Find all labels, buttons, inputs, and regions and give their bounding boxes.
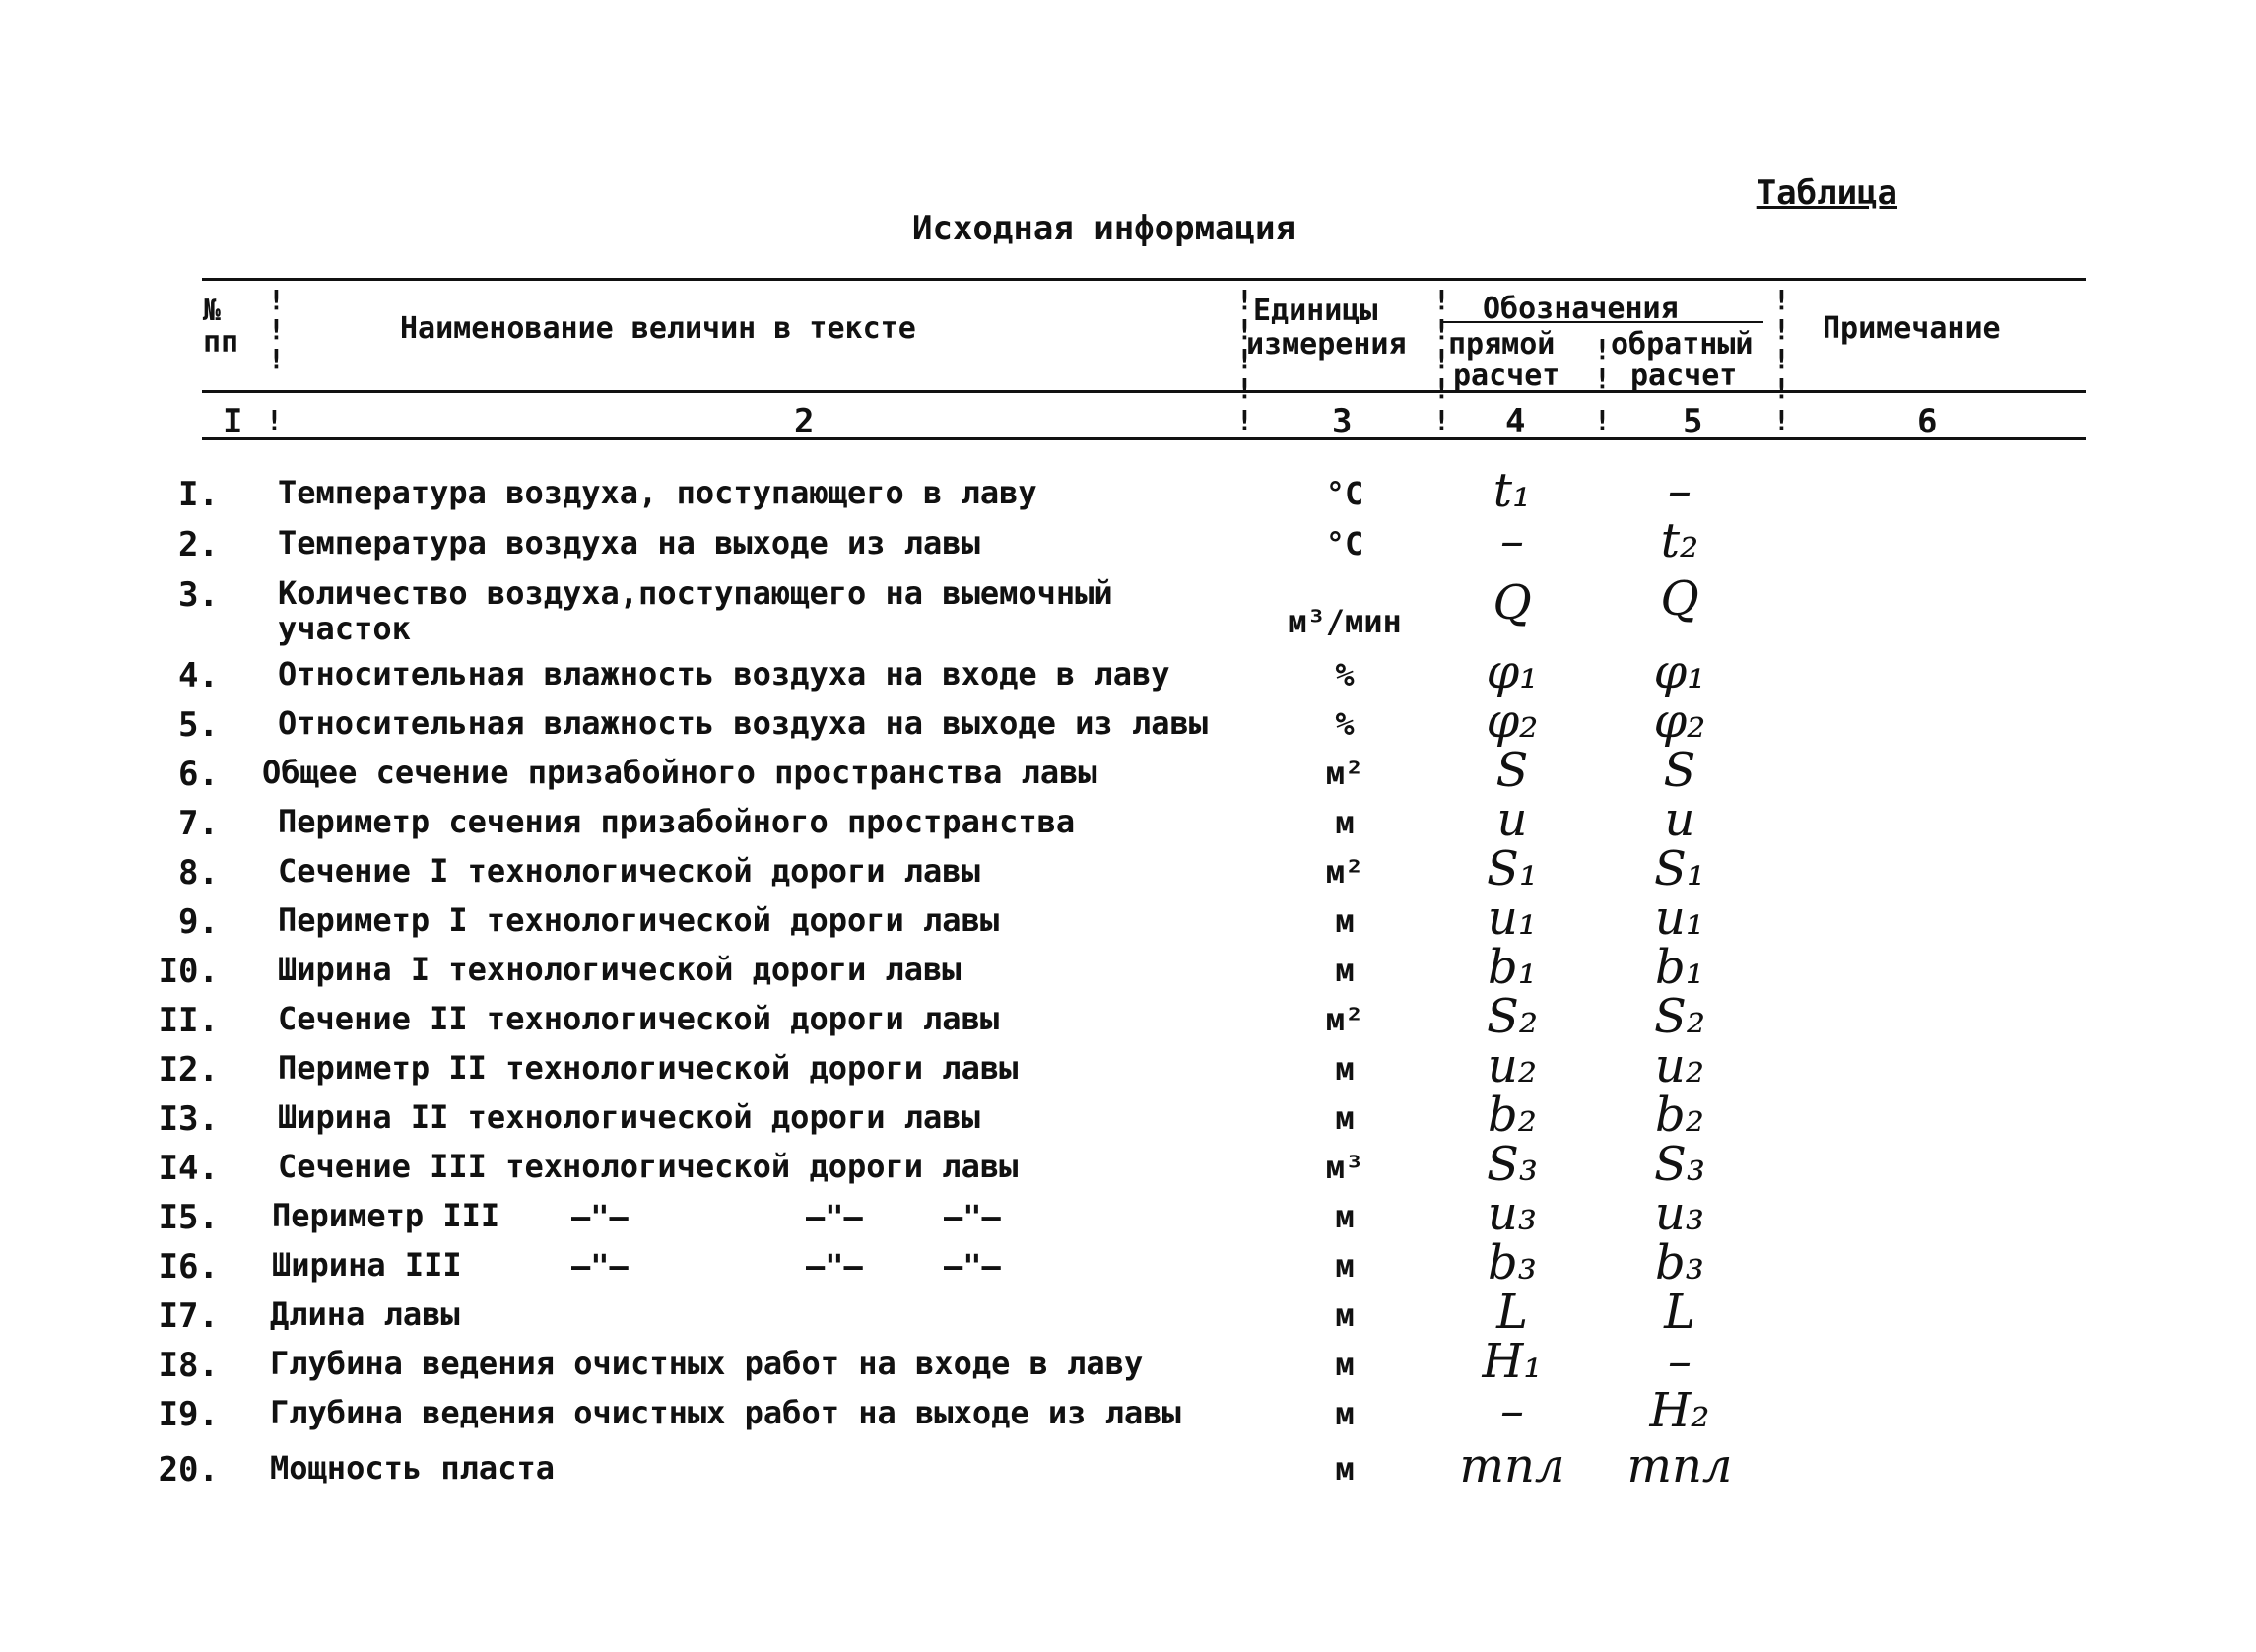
row-unit: м² <box>1325 755 1364 792</box>
row-reverse-symbol: Q <box>1660 571 1699 627</box>
col-number-5: 5 <box>1683 402 1703 441</box>
row-unit: м <box>1335 1099 1355 1137</box>
row-reverse-symbol: L <box>1664 1285 1695 1340</box>
row-number: 9. <box>178 902 219 942</box>
row-unit: % <box>1335 705 1355 743</box>
row-reverse-symbol: u₁ <box>1654 891 1705 946</box>
row-unit: м <box>1335 1450 1355 1487</box>
row-name-continued: участок <box>278 610 411 647</box>
row-reverse-symbol: t₂ <box>1660 513 1699 568</box>
row-number: I0. <box>158 952 219 991</box>
row-unit: м³ <box>1325 1149 1364 1186</box>
row-reverse-symbol: S <box>1663 743 1696 798</box>
ditto-mark: –"– <box>806 1247 863 1285</box>
table-row <box>0 694 2256 751</box>
header-separator: ! ! ! ! <box>1236 284 1253 405</box>
row-reverse-symbol: u₂ <box>1654 1038 1705 1093</box>
row-number: 6. <box>178 755 219 794</box>
table-row <box>0 1383 2256 1440</box>
table-row <box>0 571 2256 654</box>
row-name: Относительная влажность воздуха на выходе из лавы <box>278 704 1209 742</box>
row-number: 3. <box>178 575 219 615</box>
row-name: Ширина II технологической дороги лавы <box>278 1098 980 1136</box>
row-direct-symbol: S₂ <box>1486 989 1539 1044</box>
row-name: Сечение I технологической дороги лавы <box>278 852 980 890</box>
row-direct-symbol: Q <box>1493 575 1532 630</box>
col-head-num: № пп <box>203 294 239 360</box>
row-direct-symbol: S₁ <box>1486 841 1539 896</box>
col-number-3: 3 <box>1332 402 1353 441</box>
table-row <box>0 743 2256 800</box>
col-head-name: Наименование величин в тексте <box>400 311 916 346</box>
row-name: Сечение II технологической дороги лавы <box>278 1000 1000 1037</box>
row-name: Глубина ведения очистных работ на входе в лаву <box>270 1345 1144 1382</box>
row-direct-symbol: b₃ <box>1488 1235 1537 1290</box>
row-name: Мощность пласта <box>270 1449 555 1487</box>
row-direct-symbol: H₁ <box>1482 1334 1543 1389</box>
col-number-separator: ! <box>1236 404 1253 436</box>
col-head-direct-1: прямой <box>1448 327 1556 362</box>
table-row <box>0 841 2256 898</box>
row-unit: м <box>1335 902 1355 940</box>
col-number-6: 6 <box>1917 402 1938 441</box>
row-unit: °C <box>1325 475 1364 512</box>
row-direct-symbol: b₁ <box>1488 940 1537 995</box>
row-direct-symbol: S <box>1495 743 1529 798</box>
row-reverse-symbol: S₃ <box>1653 1137 1706 1192</box>
row-name: Периметр сечения призабойного пространства <box>278 803 1076 840</box>
row-number: I9. <box>158 1395 219 1434</box>
row-reverse-symbol: b₃ <box>1655 1235 1704 1290</box>
row-name: Глубина ведения очистных работ на выходе из лавы <box>270 1394 1181 1431</box>
row-number: 7. <box>178 804 219 843</box>
row-number: I. <box>178 475 219 514</box>
row-reverse-symbol: φ₂ <box>1653 694 1706 749</box>
header-separator: ! ! ! ! <box>1773 284 1790 405</box>
row-reverse-symbol: S₁ <box>1653 841 1706 896</box>
col-number-separator: ! <box>266 404 283 436</box>
row-unit: м <box>1335 1247 1355 1285</box>
row-unit: м <box>1335 1346 1355 1383</box>
table-row <box>0 792 2256 849</box>
row-number: 5. <box>178 705 219 745</box>
table-row <box>0 1186 2256 1243</box>
table-row <box>0 644 2256 701</box>
table-row <box>0 1088 2256 1145</box>
row-unit: м <box>1335 1395 1355 1432</box>
table-row <box>0 1038 2256 1095</box>
row-direct-symbol: t₁ <box>1493 463 1532 518</box>
header-mid-rule <box>202 390 2086 393</box>
row-name: Температура воздуха, поступающего в лаву <box>278 474 1037 511</box>
row-reverse-symbol: u <box>1664 792 1695 847</box>
header-separator: ! ! <box>1594 333 1611 395</box>
col-number-separator: ! <box>1773 404 1790 436</box>
table-row <box>0 1137 2256 1194</box>
row-unit: % <box>1335 656 1355 694</box>
col-head-note: Примечание <box>1823 311 2001 346</box>
row-unit: м² <box>1325 853 1364 891</box>
table-row <box>0 1285 2256 1342</box>
row-unit: м <box>1335 1296 1355 1334</box>
row-name: Длина лавы <box>270 1295 460 1333</box>
row-name: Периметр II технологической дороги лавы <box>278 1049 1019 1087</box>
col-number-2: 2 <box>794 402 815 441</box>
row-direct-symbol: S₃ <box>1486 1137 1539 1192</box>
table-row <box>0 940 2256 997</box>
row-reverse-symbol: mпл <box>1626 1438 1733 1493</box>
page-title: Исходная информация <box>912 209 1295 248</box>
row-direct-symbol: L <box>1496 1285 1528 1340</box>
row-unit: °C <box>1325 525 1364 562</box>
row-reverse-symbol: u₃ <box>1654 1186 1705 1241</box>
row-unit: м³/мин <box>1288 603 1402 640</box>
table-row <box>0 1438 2256 1495</box>
row-reverse-symbol: b₂ <box>1655 1088 1704 1143</box>
row-unit: м <box>1335 952 1355 989</box>
ditto-mark: –"– <box>571 1247 629 1285</box>
col-head-unit-2: измерения <box>1246 327 1407 362</box>
row-name: Ширина I технологической дороги лавы <box>278 951 962 988</box>
ditto-mark: –"– <box>571 1198 629 1235</box>
row-reverse-symbol: b₁ <box>1655 940 1704 995</box>
row-direct-symbol: φ₂ <box>1486 694 1539 749</box>
row-direct-symbol: u₂ <box>1487 1038 1538 1093</box>
row-direct-symbol: mпл <box>1459 1438 1565 1493</box>
col-head-reverse-2: расчет <box>1630 359 1738 393</box>
row-direct-symbol: u <box>1496 792 1528 847</box>
row-name: Периметр I технологической дороги лавы <box>278 901 1000 939</box>
header-separator: ! ! ! <box>268 284 285 375</box>
row-number: 2. <box>178 525 219 564</box>
row-number: I6. <box>158 1247 219 1287</box>
table-label: Таблица <box>1756 173 1897 213</box>
row-reverse-symbol: S₂ <box>1653 989 1706 1044</box>
row-direct-symbol: u₁ <box>1487 891 1538 946</box>
header-top-rule <box>202 278 2086 281</box>
row-name: Температура воздуха на выходе из лавы <box>278 524 980 562</box>
row-number: I5. <box>158 1198 219 1237</box>
row-number: I2. <box>158 1050 219 1090</box>
table-row <box>0 891 2256 948</box>
table-row <box>0 989 2256 1046</box>
col-number-separator: ! <box>1433 404 1450 436</box>
row-name: Сечение III технологической дороги лавы <box>278 1148 1019 1185</box>
row-number: 20. <box>158 1450 219 1489</box>
col-head-reverse-1: обратный <box>1611 327 1754 362</box>
row-direct-symbol: u₃ <box>1487 1186 1538 1241</box>
row-name: Количество воздуха,поступающего на выемочный <box>278 574 1113 612</box>
row-direct-symbol: φ₁ <box>1486 644 1539 699</box>
ditto-mark: –"– <box>944 1247 1001 1285</box>
row-reverse-symbol: – <box>1668 1334 1692 1389</box>
row-direct-symbol: – <box>1500 513 1524 568</box>
row-unit: м² <box>1325 1001 1364 1038</box>
row-unit: м <box>1335 804 1355 841</box>
row-number: I8. <box>158 1346 219 1385</box>
table-row <box>0 1334 2256 1391</box>
row-unit: м <box>1335 1050 1355 1088</box>
row-unit: м <box>1335 1198 1355 1235</box>
header-bottom-rule <box>202 437 2086 440</box>
ditto-mark: –"– <box>806 1198 863 1235</box>
table-row <box>0 1235 2256 1292</box>
col-head-designations: Обозначения <box>1483 292 1679 326</box>
row-reverse-symbol: – <box>1668 463 1692 518</box>
row-reverse-symbol: H₂ <box>1649 1383 1710 1438</box>
row-name: Общее сечение призабойного пространства лавы <box>262 754 1097 791</box>
header-separator: ! ! ! ! <box>1433 284 1450 405</box>
row-direct-symbol: – <box>1500 1383 1524 1438</box>
col-number-separator: ! <box>1594 404 1611 436</box>
row-number: I4. <box>158 1149 219 1188</box>
col-head-direct-2: расчет <box>1453 359 1560 393</box>
row-name: Относительная влажность воздуха на входе в лаву <box>278 655 1170 693</box>
col-number-1: I <box>223 402 243 441</box>
row-number: 4. <box>178 656 219 695</box>
row-number: II. <box>158 1001 219 1040</box>
row-name: Периметр III <box>272 1197 500 1234</box>
row-direct-symbol: b₂ <box>1488 1088 1537 1143</box>
row-reverse-symbol: φ₁ <box>1653 644 1706 699</box>
col-number-4: 4 <box>1505 402 1526 441</box>
row-number: I3. <box>158 1099 219 1139</box>
col-head-unit-1: Единицы <box>1253 294 1378 328</box>
row-number: I7. <box>158 1296 219 1336</box>
table-row <box>0 513 2256 570</box>
table-row <box>0 463 2256 520</box>
row-number: 8. <box>178 853 219 892</box>
ditto-mark: –"– <box>944 1198 1001 1235</box>
row-name: Ширина III <box>272 1246 462 1284</box>
